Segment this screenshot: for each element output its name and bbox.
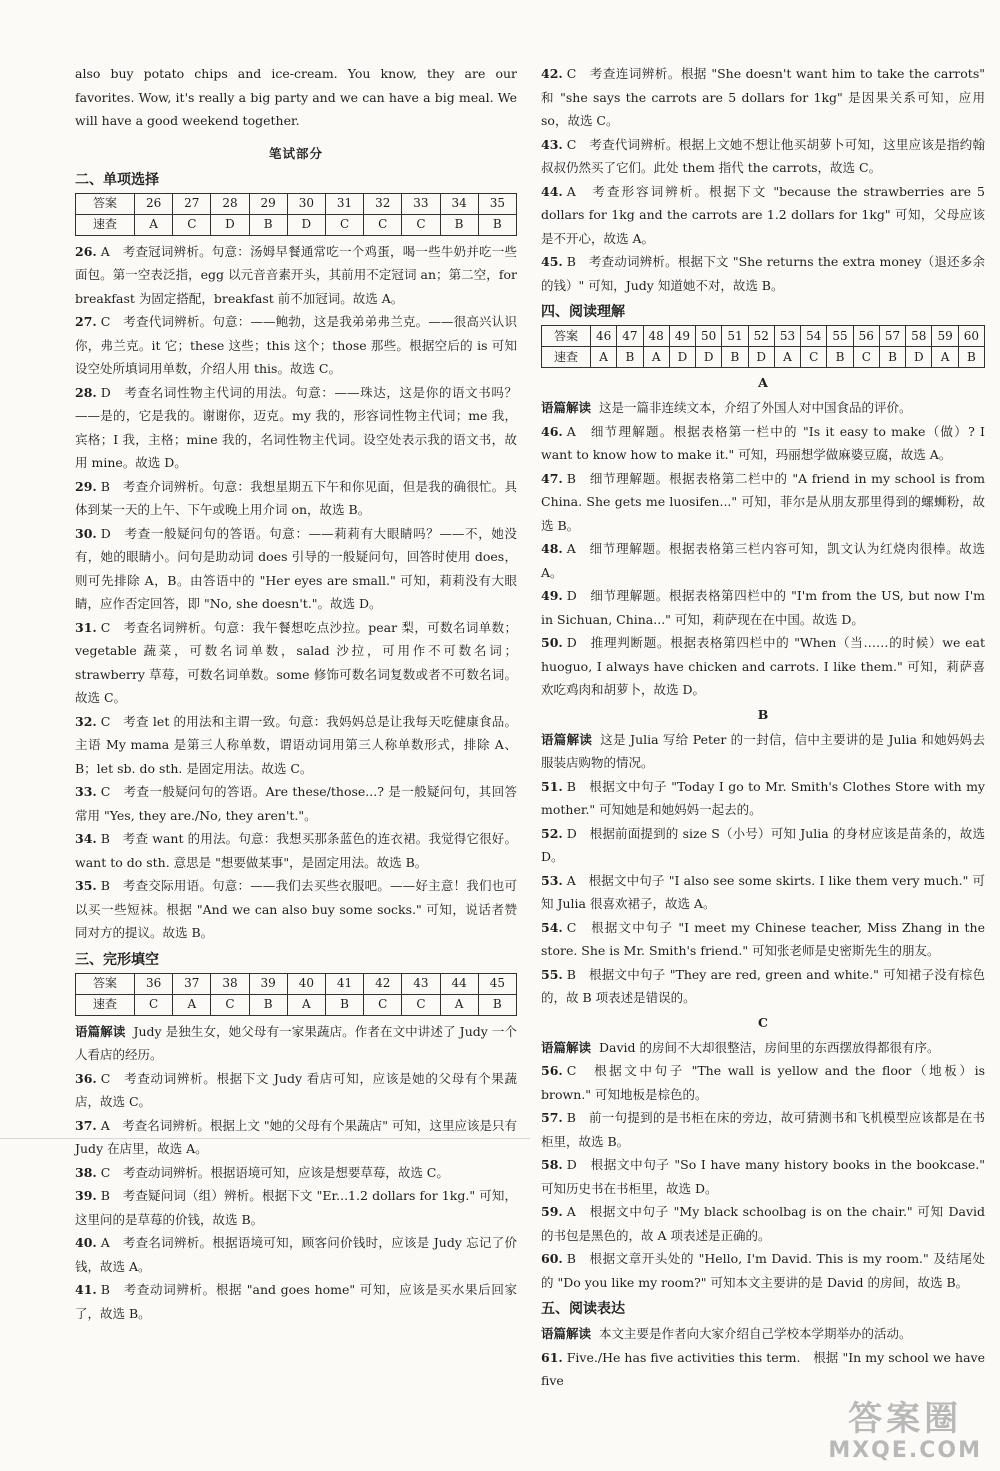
table-cell: 29 [249, 193, 287, 214]
answer-item-58 [541, 1153, 985, 1200]
table-cell: 32 [364, 193, 402, 214]
table-cell: 56 [853, 326, 879, 347]
item-text: B 考查动词辨析。根据 "and goes home" 可知，应该是买水果后回家了，故选 B。 [75, 1282, 517, 1321]
table-head-quickcheck: 速查 [76, 214, 135, 235]
item-number: 36. [75, 1070, 97, 1086]
answer-item-41 [75, 1278, 517, 1325]
item-text: B 考查介词辨析。句意：我想星期五下午和你见面，但是我的确很忙。具体到某一天的上午、下午或晚上用介词 on，故选 B。 [75, 478, 517, 517]
answer-item-45 [541, 250, 985, 297]
item-text: B 考查交际用语。句意：——我们去买些衣服吧。——好主意！我们也可以买一些短袜。根据 "And we can also buy some socks." 可知，说话者赞同对方的提议。故选 B。 [75, 878, 517, 940]
table-cell: A [173, 994, 211, 1015]
answer-item-43 [541, 133, 985, 180]
table-cell: 41 [325, 973, 363, 994]
table-cell: B [827, 347, 853, 368]
item-text: C 考查连词辨析。根据 "She doesn't want him to take the carrots" 和 "she says the carrots are 5 dollars for 1kg" 是因果关系可知，应用 so，故选 C。 [541, 66, 985, 128]
item-text: A 考查冠词辨析。句意：汤姆早餐通常吃一个鸡蛋，喝一些牛奶并吃一些面包。第一空表泛指，egg 以元音音素开头，其前用不定冠词 an；第二空，for breakfast 为固定搭配，breakfast 前不加冠词。故选 A。 [75, 243, 517, 306]
passage-summary-b [541, 728, 985, 775]
table-cell: B [440, 214, 478, 235]
table-cell: B [722, 347, 748, 368]
item-number: 46. [541, 423, 563, 439]
answer-item-54 [541, 916, 985, 963]
answer-item-37 [75, 1114, 517, 1161]
passage-c-heading: C [758, 1014, 768, 1030]
watermark-domain: MXQE.COM [828, 1438, 982, 1463]
table-cell: B [249, 214, 287, 235]
answer-item-61 [541, 1346, 985, 1393]
answer-item-26 [75, 240, 517, 311]
answer-item-59 [541, 1200, 985, 1247]
table-head-answer: 答案 [542, 326, 591, 347]
table-head-answer: 答案 [76, 193, 135, 214]
item-number: 50. [541, 635, 563, 650]
table-cell: C [402, 994, 440, 1015]
item-number: 28. [75, 384, 97, 400]
table-head-answer: 答案 [76, 973, 135, 994]
item-text: C 考查动词辨析。根据语境可知，应该是想要草莓，故选 C。 [100, 1164, 449, 1180]
item-text: D 考查名词性物主代词的用法。句意：——珠达，这是你的语文书吗？——是的，它是我的。谢谢你，迈克。my 我的，形容词性物主代词；me 我，宾格；I 我，主格；mine 我的，名词性物主代词。设空处表示我的语文书，故用 mine。故选 D。 [75, 384, 517, 470]
table-head-quickcheck: 速查 [542, 347, 591, 368]
table-cell: 46 [591, 326, 617, 347]
item-number: 27. [75, 314, 97, 329]
table-cell: 60 [958, 326, 984, 347]
table-cell: C [364, 214, 402, 235]
table-head-quickcheck: 速查 [76, 994, 135, 1015]
answer-item-52 [541, 822, 985, 869]
item-text: D 根据文中句子 "So I have many history books in the bookcase." 可知历史书在书柜里，故选 D。 [541, 1157, 985, 1196]
answer-table-26-35 [75, 193, 517, 236]
table-cell: C [801, 347, 827, 368]
table-cell: 36 [135, 973, 173, 994]
answer-item-36 [75, 1067, 517, 1114]
item-text: C 根据文中句子 "The wall is yellow and the floor（地板）is brown." 可知地板是棕色的。 [541, 1063, 985, 1102]
item-text: A 考查名词辨析。根据语境可知，顾客问价钱时，应该是 Judy 忘记了价钱，故选 A。 [75, 1235, 517, 1274]
table-row-numbers [542, 326, 985, 347]
answer-item-57 [541, 1106, 985, 1153]
right-column [541, 62, 985, 1393]
item-number: 47. [541, 470, 563, 486]
table-cell: B [617, 347, 643, 368]
table-cell: 28 [211, 193, 249, 214]
left-column [75, 62, 517, 1325]
item-number: 35. [75, 878, 97, 893]
item-text: A 根据文中句子 "I also see some skirts. I like them very much." 可知 Julia 很喜欢裙子，故选 A。 [541, 872, 985, 911]
table-cell: A [287, 994, 325, 1015]
table-cell: C [364, 994, 402, 1015]
item-number: 39. [75, 1188, 97, 1203]
item-text: D 推理判断题。根据表格第四栏中的 "When（当……的时候）we eat huoguo, I always have chicken and carrots. I like them." 可知，莉萨喜欢吃鸡肉和胡萝卜，故选 D。 [541, 635, 985, 697]
item-text: B 根据文中句子 "Today I go to Mr. Smith's Clothes Store with my mother." 可知她是和她妈妈一起去的。 [541, 778, 985, 817]
table-cell: 43 [402, 973, 440, 994]
answer-item-56 [541, 1059, 985, 1106]
item-number: 32. [75, 713, 97, 729]
passage-summary-text: David 的房间不大却很整洁，房间里的东西摆放得都很有序。 [599, 1039, 940, 1055]
section-reading-title: 四、阅读理解 [541, 304, 625, 320]
item-text: B 考查疑问词（组）辨析。根据下文 "Er...1.2 dollars for 1kg." 可知，这里问的是草莓的价钱，故选 B。 [75, 1188, 517, 1227]
table-cell: 40 [287, 973, 325, 994]
table-cell: D [748, 347, 774, 368]
item-number: 45. [541, 254, 563, 269]
table-cell: D [906, 347, 932, 368]
table-cell: 42 [364, 973, 402, 994]
answer-item-48 [541, 537, 985, 584]
table-cell: B [879, 347, 905, 368]
item-number: 38. [75, 1164, 97, 1180]
passage-summary-c [541, 1036, 985, 1060]
item-text: C 考查名词辨析。句意：我午餐想吃点沙拉。pear 梨，可数名词单数；vegetable 蔬菜，可数名词单数，salad 沙拉，可用作不可数名词；strawberry 草莓，可数名词单数。some 修饰可数名词复数或者不可数名词。故选 C。 [75, 619, 517, 705]
answer-item-40 [75, 1231, 517, 1278]
table-cell: A [591, 347, 617, 368]
written-part-title: 笔试部分 [268, 145, 323, 161]
item-number: 37. [75, 1117, 97, 1133]
passage-summary-text: 这是一篇非连续文本，介绍了外国人对中国食品的评价。 [599, 400, 912, 415]
table-cell: 30 [287, 193, 325, 214]
table-cell: 33 [402, 193, 440, 214]
item-number: 54. [541, 919, 563, 935]
table-cell: 48 [643, 326, 669, 347]
table-row-answers [76, 214, 517, 235]
table-cell: 53 [774, 326, 800, 347]
table-cell: B [478, 994, 516, 1015]
item-text: B 前一句提到的是书柜在床的旁边，故可猜测书和飞机模型应该都是在书柜里，故选 B。 [541, 1110, 985, 1149]
table-cell: A [774, 347, 800, 368]
item-number: 33. [75, 784, 97, 799]
item-number: 40. [75, 1235, 97, 1250]
passage-summary-tag: 语篇解读 [541, 1326, 592, 1341]
item-number: 41. [75, 1282, 97, 1297]
passage-summary-a [541, 396, 985, 420]
table-cell: C [173, 214, 211, 235]
passage-summary-cloze [75, 1020, 517, 1067]
item-number: 59. [541, 1204, 563, 1219]
item-number: 51. [541, 778, 563, 794]
answer-item-34 [75, 827, 517, 874]
section-reading-expression-title: 五、阅读表达 [541, 1301, 625, 1317]
site-watermark [828, 1399, 982, 1463]
table-cell: 55 [827, 326, 853, 347]
table-cell: A [932, 347, 958, 368]
item-text: Five./He has five activities this term. 根据 "In my school we have five [541, 1349, 985, 1388]
intro-paragraph: also buy potato chips and ice-cream. You know, they are our favorites. Wow, it's really a big party and we can have a big meal. We will have a good weekend together. [75, 66, 517, 128]
table-cell: B [325, 994, 363, 1015]
table-cell: C [325, 214, 363, 235]
item-text: D 根据前面提到的 size S（小号）可知 Julia 的身材应该是苗条的，故选 D。 [541, 825, 985, 864]
item-number: 31. [75, 619, 97, 635]
item-number: 43. [541, 136, 563, 152]
passage-b-heading: B [757, 706, 769, 722]
table-cell: 37 [173, 973, 211, 994]
table-cell: 52 [748, 326, 774, 347]
item-text: A 考查形容词辨析。根据下文 "because the strawberries are 5 dollars for 1kg and the carrots are 1.2 dollars for 1kg" 可知，父母应该是不开心，故选 A。 [541, 183, 985, 246]
passage-summary-5 [541, 1322, 985, 1346]
item-number: 57. [541, 1110, 563, 1125]
passage-summary-tag: 语篇解读 [541, 731, 593, 747]
answer-item-53 [541, 869, 985, 916]
item-text: B 根据文中句子 "They are red, green and white." 可知裙子没有棕色的，故 B 项表述是错误的。 [541, 966, 985, 1005]
table-cell: B [478, 214, 516, 235]
table-cell: 39 [249, 973, 287, 994]
table-cell: B [958, 347, 984, 368]
item-text: A 细节理解题。根据表格第一栏中的 "Is it easy to make（做）? I want to know how to make it." 可知，玛丽想学做麻婆豆腐，故选 A。 [541, 423, 985, 462]
table-cell: 59 [932, 326, 958, 347]
item-text: C 考查代词辨析。句意：——鲍勃，这是我弟弟弗兰克。——很高兴认识你，弗兰克。it 它；these 这些；this 这个；those 那些。根据空后的 is 可知设空处所填词用单数，介绍人用 this。故选 C。 [75, 314, 517, 376]
table-cell: C [135, 994, 173, 1015]
item-number: 61. [541, 1349, 563, 1365]
table-cell: 51 [722, 326, 748, 347]
passage-summary-text: 本文主要是作者向大家介绍自己学校本学期举办的活动。 [599, 1326, 912, 1341]
table-cell: 35 [478, 193, 516, 214]
table-cell: C [211, 994, 249, 1015]
table-cell: 38 [211, 973, 249, 994]
item-number: 34. [75, 831, 97, 846]
item-text: A 根据文中句子 "My black schoolbag is on the chair." 可知 David 的书包是黑色的，故 A 项表述是正确的。 [541, 1204, 985, 1243]
section-cloze-title: 三、完形填空 [75, 951, 159, 968]
watermark-chinese: 答案圈 [848, 1399, 963, 1439]
item-text: B 考查 want 的用法。句意：我想买那条蓝色的连衣裙。我觉得它很好。want to do sth. 意思是 "想要做某事"，是固定用法。故选 B。 [75, 831, 517, 870]
table-row-answers [542, 347, 985, 368]
table-cell: C [402, 214, 440, 235]
item-text: D 细节理解题。根据表格第四栏中的 "I'm from the US, but now I'm in Sichuan, China..." 可知，莉萨现在在中国。故选 D。 [541, 588, 985, 627]
answer-item-35 [75, 874, 517, 945]
answer-item-38 [75, 1161, 517, 1185]
table-cell: 49 [669, 326, 695, 347]
passage-summary-tag: 语篇解读 [75, 1023, 126, 1039]
answer-item-30 [75, 522, 517, 616]
table-cell: 54 [801, 326, 827, 347]
item-text: B 考查动词辨析。根据下文 "She returns the extra money（退还多余的钱）" 可知，Judy 知道她不对，故选 B。 [541, 254, 985, 293]
table-cell: 34 [440, 193, 478, 214]
item-text: C 考查一般疑问句的答语。Are these/those...? 是一般疑问句，其回答常用 "Yes, they are./No, they aren't."。 [75, 784, 517, 823]
item-number: 56. [541, 1063, 563, 1078]
answer-item-27 [75, 310, 517, 381]
table-cell: D [669, 347, 695, 368]
table-cell: 50 [696, 326, 722, 347]
item-number: 58. [541, 1157, 563, 1172]
table-cell: D [696, 347, 722, 368]
answer-item-28 [75, 381, 517, 475]
answer-item-39 [75, 1184, 517, 1231]
passage-summary-tag: 语篇解读 [541, 400, 592, 415]
answer-item-51 [541, 775, 985, 822]
item-text: B 细节理解题。根据表格第二栏中的 "A friend in my school is from China. She gets me luosifen..." 可知，菲尔是从朋友那里得到的螺蛳粉，故选 B。 [541, 470, 985, 533]
answer-item-46 [541, 420, 985, 467]
answer-item-32 [75, 710, 517, 781]
item-number: 55. [541, 966, 563, 982]
passage-summary-tag: 语篇解读 [541, 1039, 592, 1055]
item-number: 60. [541, 1251, 563, 1266]
item-text: C 根据文中句子 "I meet my Chinese teacher, Miss Zhang in the store. She is Mr. Smith's friend." 可知张老师是史密斯先生的朋友。 [541, 919, 985, 958]
table-cell: 57 [879, 326, 905, 347]
table-cell: B [249, 994, 287, 1015]
table-cell: A [440, 994, 478, 1015]
item-number: 48. [541, 541, 563, 556]
passage-summary-text: Judy 是独生女，她父母有一家果蔬店。作者在文中讲述了 Judy 一个人看店的经历。 [75, 1023, 517, 1062]
table-cell: 31 [325, 193, 363, 214]
answer-item-49 [541, 584, 985, 631]
table-row-numbers [76, 193, 517, 214]
table-cell: 45 [478, 973, 516, 994]
answer-item-50 [541, 631, 985, 702]
table-row-numbers [76, 973, 517, 994]
item-number: 42. [541, 66, 563, 81]
answer-item-31 [75, 616, 517, 710]
answer-item-47 [541, 467, 985, 538]
table-cell: D [211, 214, 249, 235]
table-cell: C [853, 347, 879, 368]
table-cell: 47 [617, 326, 643, 347]
item-number: 52. [541, 825, 563, 841]
item-number: 49. [541, 588, 563, 603]
table-cell: D [287, 214, 325, 235]
table-cell: 44 [440, 973, 478, 994]
table-cell: 27 [173, 193, 211, 214]
item-text: D 考查一般疑问句的答语。句意：——莉莉有大眼睛吗？——不，她没有，她的眼睛小。问句是助动词 does 引导的一般疑问句，回答时使用 does，则可先排除 A，B。由答语中的 "Her eyes are small." 可知，莉莉没有大眼睛，应作否定回答，即 "No, she doesn't."。故选 D。 [75, 525, 517, 611]
answer-item-60 [541, 1247, 985, 1294]
table-cell: 26 [135, 193, 173, 214]
item-text: A 考查名词辨析。根据上文 "她的父母有个果蔬店" 可知，这里应该是只有 Judy 在店里，故选 A。 [75, 1117, 517, 1156]
item-number: 30. [75, 525, 97, 541]
passage-a-heading: A [758, 375, 768, 390]
item-text: B 根据文章开头处的 "Hello, I'm David. This is my room." 及结尾处的 "Do you like my room?" 可知本文主要讲的是 David 的房间，故选 B。 [541, 1251, 985, 1290]
item-number: 29. [75, 478, 97, 494]
table-cell: 58 [906, 326, 932, 347]
item-text: C 考查代词辨析。根据上文她不想让他买胡萝卜可知，这里应该是指约翰叔叔仍然买了它们。此处 them 指代 the carrots，故选 C。 [541, 136, 985, 175]
item-number: 44. [541, 183, 563, 199]
answer-table-46-60 [541, 325, 985, 368]
table-row-answers [76, 994, 517, 1015]
answer-table-36-45 [75, 973, 517, 1016]
item-number: 53. [541, 872, 563, 888]
section-single-choice-title: 二、单项选择 [75, 171, 159, 188]
table-cell: A [643, 347, 669, 368]
item-text: C 考查 let 的用法和主谓一致。句意：我妈妈总是让我每天吃健康食品。主语 My mama 是第三人称单数，谓语动词用第三人称单数形式，排除 A、B；let sb. do sth. 是固定用法。故选 C。 [75, 713, 517, 776]
item-text: A 细节理解题。根据表格第三栏内容可知，凯文认为红烧肉很棒。故选 A。 [541, 541, 985, 580]
answer-item-42 [541, 62, 985, 133]
passage-summary-text: 这是 Julia 写给 Peter 的一封信，信中主要讲的是 Julia 和她妈妈去服装店购物的情况。 [541, 731, 985, 770]
item-number: 26. [75, 243, 97, 259]
answer-item-33 [75, 780, 517, 827]
item-text: C 考查动词辨析。根据下文 Judy 看店可知，应该是她的父母有个果蔬店，故选 C。 [75, 1070, 517, 1109]
answer-item-55 [541, 963, 985, 1010]
table-cell: A [135, 214, 173, 235]
answer-item-29 [75, 475, 517, 522]
answer-item-44 [541, 180, 985, 251]
